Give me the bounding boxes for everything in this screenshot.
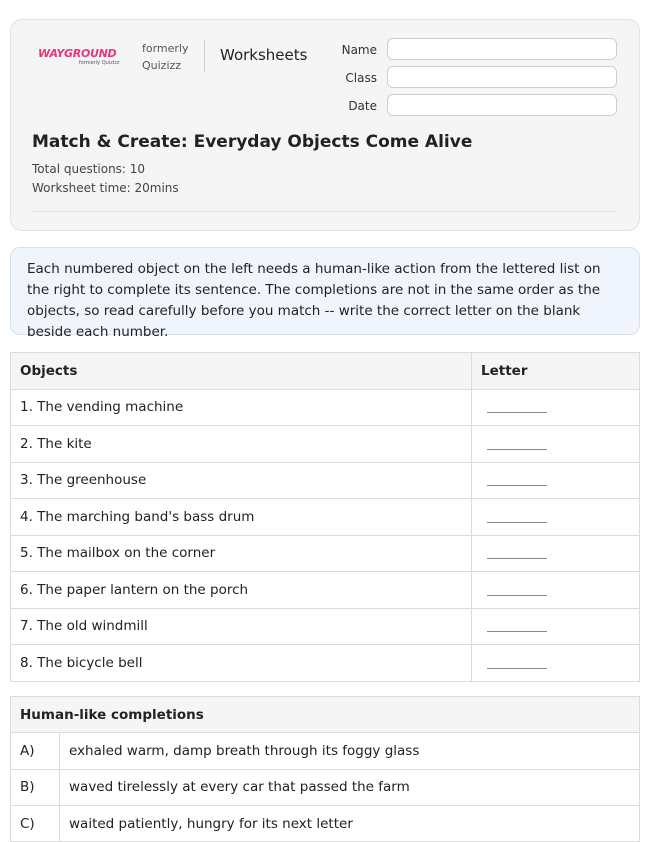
table-row [11, 462, 640, 499]
header-divider [204, 40, 205, 72]
logo-subtext: formerly Quizizz [79, 60, 120, 66]
answer-blank[interactable] [487, 547, 547, 559]
letter-cell[interactable] [472, 499, 640, 536]
name-label: Name [341, 43, 377, 57]
page-title: Match & Create: Everyday Objects Come Alive [32, 132, 473, 152]
completion-letter: A) [11, 733, 60, 769]
class-field[interactable] [387, 66, 617, 88]
completion-text: waited patiently, hungry for its next letter [60, 805, 640, 841]
answer-blank[interactable] [487, 438, 547, 450]
letter-header: Letter [472, 353, 640, 390]
completion-letter: B) [11, 769, 60, 805]
worksheet-time: Worksheet time: 20mins [32, 181, 179, 195]
completion-letter: C) [11, 805, 60, 841]
table-row [11, 426, 640, 463]
table-header-row [11, 353, 640, 390]
date-label: Date [348, 99, 377, 113]
letter-cell[interactable] [472, 608, 640, 645]
logo-text: WAYGROUND [38, 47, 117, 60]
object-cell: 3. The greenhouse [11, 462, 472, 499]
table-row [11, 645, 640, 682]
letter-cell[interactable] [472, 389, 640, 426]
letter-cell[interactable] [472, 426, 640, 463]
wayground-logo [38, 47, 128, 87]
object-cell: 6. The paper lantern on the porch [11, 572, 472, 609]
object-cell: 4. The marching band's bass drum [11, 499, 472, 536]
table-row [11, 608, 640, 645]
answer-blank[interactable] [487, 474, 547, 486]
completions-table [10, 696, 640, 842]
completion-text: exhaled warm, damp breath through its foggy glass [60, 733, 640, 769]
section-label: Worksheets [220, 46, 308, 64]
table-header-row [11, 697, 640, 733]
header-rule [32, 211, 617, 212]
date-field[interactable] [387, 94, 617, 116]
answer-blank[interactable] [487, 511, 547, 523]
letter-cell[interactable] [472, 462, 640, 499]
instructions-box: Each numbered object on the left needs a human-like action from the lettered list on the right to complete its sentence. The completions are not in the same order as the objects, so read carefully before you match -- write the correct letter on the blank beside each number. [10, 247, 640, 335]
objects-header: Objects [11, 353, 472, 390]
letter-cell[interactable] [472, 535, 640, 572]
formerly-note: formerly Quizizz [142, 42, 189, 72]
object-cell: 5. The mailbox on the corner [11, 535, 472, 572]
worksheet-header [10, 19, 640, 231]
object-cell: 1. The vending machine [11, 389, 472, 426]
completions-header: Human-like completions [11, 697, 640, 733]
answer-blank[interactable] [487, 401, 547, 413]
object-cell: 7. The old windmill [11, 608, 472, 645]
class-label: Class [345, 71, 377, 85]
answer-blank[interactable] [487, 620, 547, 632]
objects-table [10, 352, 640, 682]
table-row [11, 572, 640, 609]
answer-blank[interactable] [487, 584, 547, 596]
name-field[interactable] [387, 38, 617, 60]
table-row [11, 535, 640, 572]
table-row [11, 769, 640, 805]
table-row [11, 389, 640, 426]
total-questions: Total questions: 10 [32, 162, 146, 176]
table-row [11, 733, 640, 769]
letter-cell[interactable] [472, 645, 640, 682]
completion-text: waved tirelessly at every car that passed the farm [60, 769, 640, 805]
object-cell: 8. The bicycle bell [11, 645, 472, 682]
table-row [11, 499, 640, 536]
table-row [11, 805, 640, 841]
letter-cell[interactable] [472, 572, 640, 609]
answer-blank[interactable] [487, 657, 547, 669]
object-cell: 2. The kite [11, 426, 472, 463]
